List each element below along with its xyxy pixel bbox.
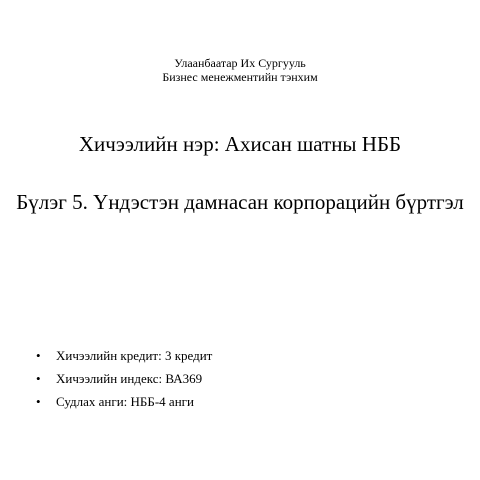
credit-info: Хичээлийн кредит: 3 кредит <box>56 348 213 363</box>
slide-header <box>0 56 480 84</box>
course-title: Хичээлийн нэр: Ахисан шатны НББ <box>78 132 402 156</box>
course-info-list <box>36 348 456 417</box>
class-info: Судлах анги: НББ-4 анги <box>56 394 194 409</box>
bullet-icon: • <box>36 371 41 386</box>
university-name: Улаанбаатар Их Сургууль <box>174 56 306 70</box>
index-info: Хичээлийн индекс: ВА369 <box>56 371 203 386</box>
chapter-title: Бүлэг 5. Үндэстэн дамнасан корпорацийн бүртгэл <box>16 190 464 214</box>
list-item <box>36 394 456 409</box>
department-name: Бизнес менежментийн тэнхим <box>162 70 318 84</box>
bullet-icon: • <box>36 348 41 363</box>
list-item <box>36 348 456 363</box>
list-item <box>36 371 456 386</box>
bullet-icon: • <box>36 394 41 409</box>
